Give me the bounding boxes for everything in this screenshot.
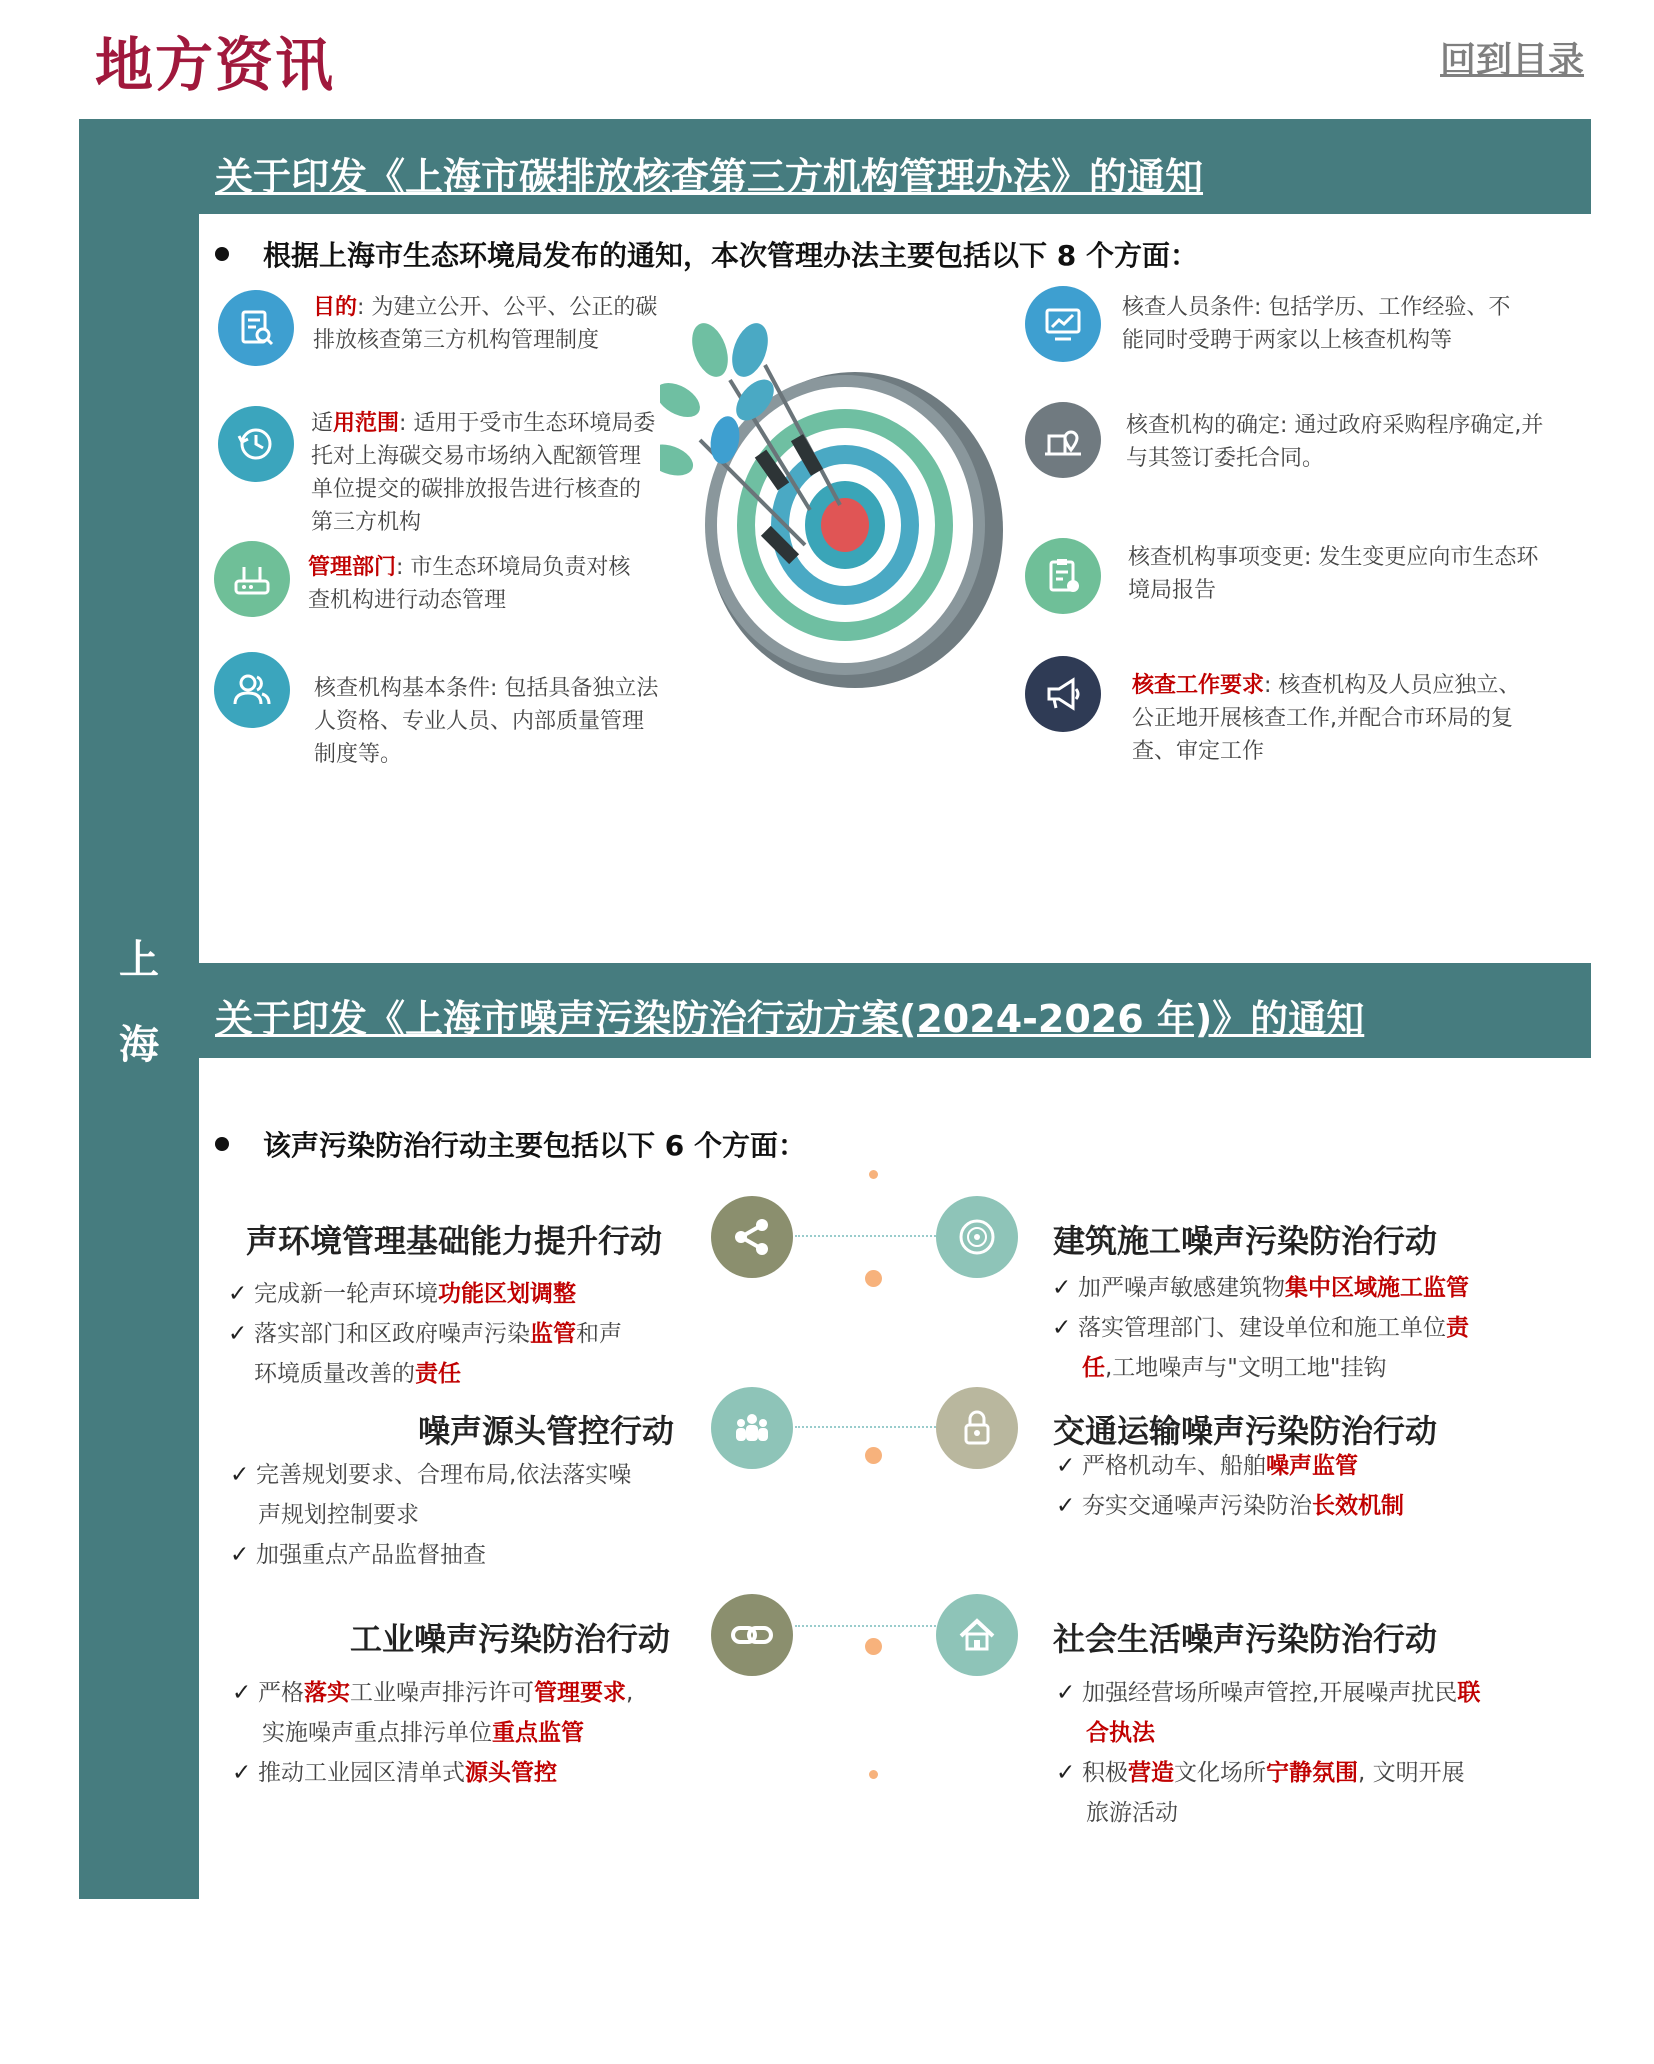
history-icon: [218, 406, 294, 482]
action1-line3: 环境质量改善的责任: [254, 1361, 461, 1387]
action1-line1: ✓ 完成新一轮声环境功能区划调整: [228, 1281, 576, 1307]
router-icon: [214, 541, 290, 617]
action3-line2: 声规划控制要求: [258, 1502, 419, 1528]
document-search-icon: [218, 290, 294, 366]
home-icon: [936, 1594, 1018, 1676]
decor-dot: [865, 1447, 882, 1464]
action3-line1: ✓ 完善规划要求、合理布局,依法落实噪: [230, 1462, 632, 1488]
action5-title: 工业噪声污染防治行动: [350, 1620, 671, 1658]
item-scope: 适用范围: 适用于受市生态环境局委托对上海碳交易市场纳入配额管理单位提交的碳排放报告进行核查的第三方机构: [311, 411, 656, 535]
decor-dot: [869, 1770, 878, 1779]
clipboard-check-icon: [1025, 538, 1101, 614]
item-work-requirements: 核查工作要求: 核查机构及人员应独立、公正地开展核查工作,并配合市环局的复查、审定工作: [1132, 673, 1521, 764]
action4-line1: ✓ 严格机动车、船舶噪声监管: [1056, 1453, 1358, 1479]
connector-line: [795, 1235, 940, 1237]
item-institution-determination: 核查机构的确定: 通过政府采购程序确定,并与其签订委托合同。: [1126, 413, 1544, 471]
item-change-report: 核查机构事项变更: 发生变更应向市生态环境局报告: [1128, 545, 1539, 603]
decor-dot: [865, 1638, 882, 1655]
bullet-dot: [215, 247, 229, 261]
section2-title[interactable]: 关于印发《上海市噪声污染防治行动方案(2024-2026 年)》的通知: [215, 997, 1365, 1041]
action5-line2: 实施噪声重点排污单位重点监管: [262, 1720, 584, 1746]
target-dartboard-illustration: [660, 320, 1020, 690]
action6-line1: ✓ 加强经营场所噪声管控,开展噪声扰民联: [1056, 1680, 1481, 1706]
section2-intro: [215, 1124, 806, 1164]
page-title: 地方资讯: [95, 31, 336, 99]
action6-title: 社会生活噪声污染防治行动: [1053, 1620, 1438, 1658]
item-department: 管理部门: 市生态环境局负责对核查机构进行动态管理: [308, 555, 631, 613]
bullet-dot: [215, 1137, 229, 1151]
item-purpose: 目的: 为建立公开、公平、公正的碳排放核查第三方机构管理制度: [313, 295, 658, 353]
connector-line: [795, 1426, 940, 1428]
item-staff-conditions: 核查人员条件: 包括学历、工作经验、不能同时受聘于两家以上核查机构等: [1122, 295, 1511, 353]
megaphone-icon: [1025, 656, 1101, 732]
action2-title: 建筑施工噪声污染防治行动: [1053, 1222, 1438, 1260]
building-location-icon: [1025, 402, 1101, 478]
action5-line3: ✓ 推动工业园区清单式源头管控: [232, 1760, 557, 1786]
action3-title: 噪声源头管控行动: [418, 1412, 675, 1450]
decor-dot: [869, 1170, 878, 1179]
action1-line2: ✓ 落实部门和区政府噪声污染监管和声: [228, 1321, 622, 1347]
section1-title[interactable]: 关于印发《上海市碳排放核查第三方机构管理办法》的通知: [215, 155, 1204, 199]
team-icon: [711, 1387, 793, 1469]
section2-intro-text: 该声污染防治行动主要包括以下 6 个方面：: [263, 1129, 806, 1162]
chart-icon: [1025, 286, 1101, 362]
action5-line1: ✓ 严格落实工业噪声排污许可管理要求,: [232, 1680, 634, 1706]
share-icon: [711, 1196, 793, 1278]
users-icon: [214, 652, 290, 728]
action3-line3: ✓ 加强重点产品监督抽查: [230, 1542, 486, 1568]
section1-intro-text: 根据上海市生态环境局发布的通知，本次管理办法主要包括以下 8 个方面：: [263, 239, 1198, 272]
action1-title: 声环境管理基础能力提升行动: [246, 1222, 663, 1260]
action2-line3: 任,工地噪声与"文明工地"挂钩: [1082, 1355, 1387, 1381]
link-icon: [711, 1594, 793, 1676]
region-label-1: 上: [119, 937, 159, 983]
back-to-toc-link[interactable]: 回到目录: [1440, 40, 1585, 81]
action2-line2: ✓ 落实管理部门、建设单位和施工单位责: [1052, 1315, 1469, 1341]
item-basic-conditions: 核查机构基本条件: 包括具备独立法人资格、专业人员、内部质量管理制度等。: [314, 676, 659, 767]
action4-title: 交通运输噪声污染防治行动: [1053, 1412, 1438, 1450]
lock-icon: [936, 1387, 1018, 1469]
section1-intro: [215, 234, 1198, 274]
action6-line3: ✓ 积极营造文化场所宁静氛围, 文明开展: [1056, 1760, 1465, 1786]
disc-icon: [936, 1196, 1018, 1278]
decor-dot: [865, 1270, 882, 1287]
connector-line: [795, 1625, 940, 1627]
action6-line2: 合执法: [1086, 1720, 1155, 1746]
region-label-2: 海: [119, 1022, 159, 1068]
action2-line1: ✓ 加严噪声敏感建筑物集中区域施工监管: [1052, 1275, 1469, 1301]
action6-line4: 旅游活动: [1086, 1800, 1178, 1826]
action4-line2: ✓ 夯实交通噪声污染防治长效机制: [1056, 1493, 1404, 1519]
